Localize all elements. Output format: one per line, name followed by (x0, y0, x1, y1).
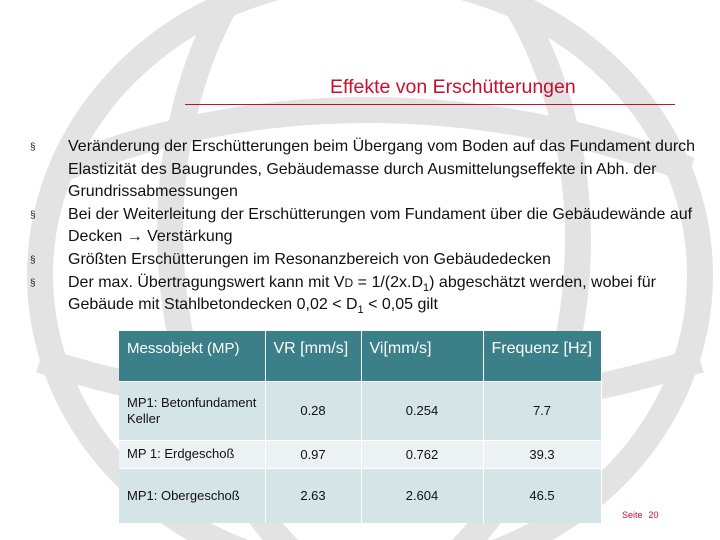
bullet-item (30, 249, 710, 272)
bullet-item (30, 204, 710, 249)
formula-text-4: < 0,05 gilt (363, 296, 438, 314)
formula-text-3: ) abgeschätzt werden, wobei für Gebäude mit Stahlbetondecken 0,02 < D (68, 273, 656, 314)
bullet-text: Bei der Weiterleitung der Erschütterungen vom Fundament über die Gebäudewände auf Decken → Verstärkung (68, 205, 693, 246)
formula-subscript: 1 (423, 281, 430, 294)
column-header: Frequenz [Hz] (483, 331, 601, 381)
formula-subscript: 1 (357, 304, 364, 317)
bullet-text: Größten Erschütterungen im Resonanzbereich von Gebäudedecken (68, 250, 551, 268)
table-row (119, 468, 601, 523)
title-underline (185, 104, 675, 105)
vi-value: 2.604 (361, 468, 483, 523)
bullet-text (68, 273, 656, 317)
slide-title: Effekte von Erschütterungen (330, 76, 576, 98)
formula-text-1: Der max. Übertragungswert kann mit V (68, 273, 345, 291)
table-header-row (119, 331, 601, 381)
column-header: Messobjekt (MP) (119, 331, 265, 381)
column-header: Vi[mm/s] (361, 331, 483, 381)
frequency-value: 46.5 (483, 468, 601, 523)
bullet-item (30, 136, 710, 204)
frequency-value: 39.3 (483, 440, 601, 468)
row-label: MP 1: Erdgeschoß (119, 440, 265, 468)
measurement-table (119, 331, 602, 523)
vr-value: 2.63 (265, 468, 361, 523)
vi-value: 0.254 (361, 381, 483, 440)
footer-label: Seite (622, 510, 643, 520)
bullet-marker-icon: § (30, 254, 36, 266)
bullet-marker-icon: § (30, 142, 36, 153)
table-row (119, 440, 601, 468)
row-label: MP1: Obergeschoß (119, 468, 265, 523)
row-label: MP1: Betonfundament Keller (119, 381, 265, 440)
bullet-item (30, 272, 710, 317)
vr-value: 0.28 (265, 381, 361, 440)
formula-text-2: = 1/(2x.D (353, 273, 424, 291)
bullet-marker-icon: § (30, 277, 36, 289)
bullet-marker-icon: § (30, 209, 36, 221)
formula-d-small: D (344, 275, 354, 290)
vr-value: 0.97 (265, 440, 361, 468)
table-row (119, 381, 601, 440)
bullet-list (30, 136, 710, 317)
page-footer (622, 510, 665, 520)
vi-value: 0.762 (361, 440, 483, 468)
page-number: 20 (648, 510, 659, 520)
column-header: VR [mm/s] (265, 331, 361, 381)
frequency-value: 7.7 (483, 381, 601, 440)
bullet-text: Veränderung der Erschütterungen beim Übergang vom Boden auf das Fundament durch Elastizität des Baugrundes, Gebäudemasse durch Ausmittelungseffekte in Abh. der Grundrissabmessungen (68, 138, 696, 201)
